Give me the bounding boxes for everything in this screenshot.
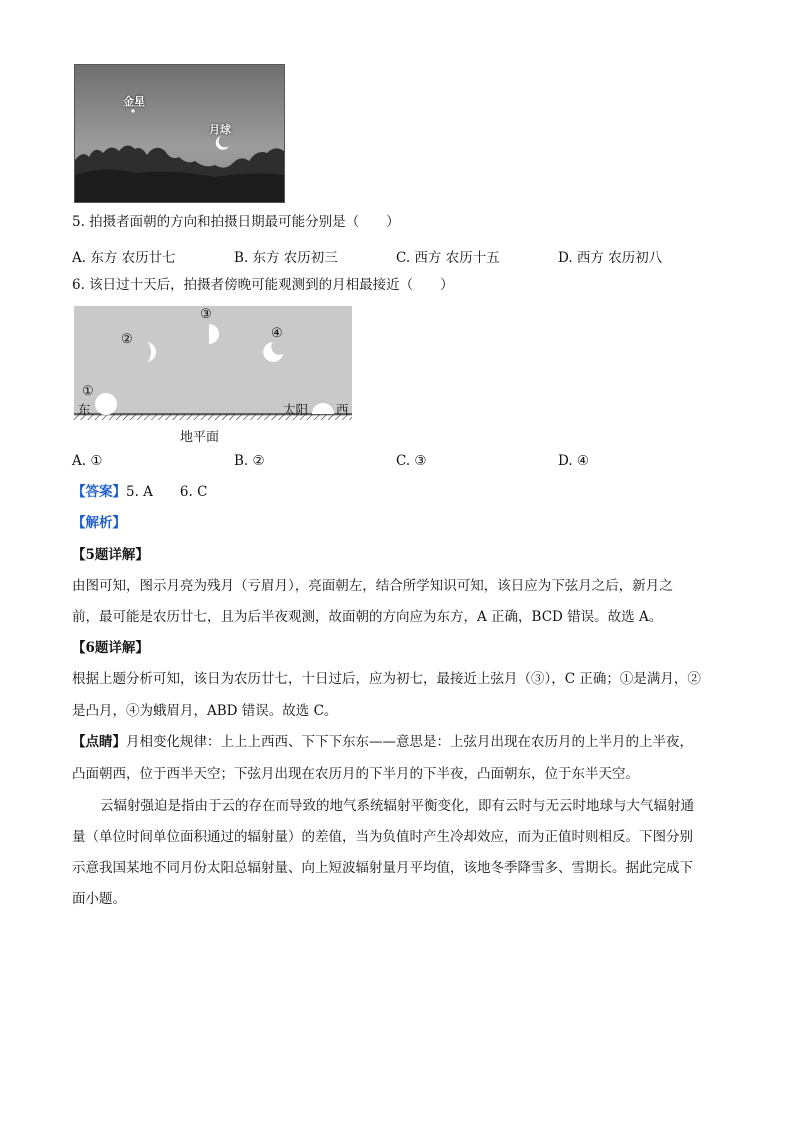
answer-line — [72, 482, 207, 502]
detail5-line-2: 前，最可能是农历廿七，且为后半夜观测，故面朝的方向应为东方，A 正确，BCD 错误。故选 A。 — [72, 609, 663, 625]
moon-label: 月球 — [209, 123, 231, 136]
tip-text-1: 月相变化规律：上上上西西、下下下东东——意思是：上弦月出现在农历月的上半月的上半夜， — [126, 734, 693, 750]
q5-option-c: C. 西方 农历十五 — [396, 250, 500, 266]
east-label: 东 — [78, 402, 91, 417]
tip-line-1 — [72, 732, 693, 752]
q5-stem: 5. 拍摄者面朝的方向和拍摄日期最可能分别是（ ） — [72, 214, 400, 230]
detail6-tag: 【6题详解】 — [72, 640, 149, 656]
venus-label: 金星 — [123, 95, 145, 108]
tip-tag: 【点睛】 — [72, 734, 126, 750]
ground-label: 地平面 — [180, 430, 220, 445]
answer-text: 5. A 6. C — [126, 484, 208, 500]
sun-label: 太阳 — [283, 402, 309, 417]
passage-line-3: 示意我国某地不同月份太阳总辐射量、向上短波辐射量月平均值，该地冬季降雪多、雪期长。据此完成下 — [72, 860, 693, 876]
moon-1-full — [95, 393, 117, 415]
passage-line-4: 面小题。 — [72, 891, 126, 907]
detail6-line-1: 根据上题分析可知，该日为农历廿七，十日过后，应为初七，最接近上弦月（③），C 正确；①是满月，② — [72, 671, 701, 687]
detail6-line-2: 是凸月，④为蛾眉月，ABD 错误。故选 C。 — [72, 703, 338, 719]
night-sky-photo — [74, 64, 285, 203]
answer-tag: 【答案】 — [72, 484, 126, 500]
q6-option-c: C. ③ — [396, 453, 427, 469]
detail5-tag: 【5题详解】 — [72, 547, 149, 563]
label-1: ① — [82, 384, 94, 399]
moon-phase-svg — [74, 306, 352, 424]
q5-option-d: D. 西方 农历初八 — [558, 250, 663, 266]
venus-dot — [131, 109, 134, 112]
q6-option-d: D. ④ — [558, 453, 590, 469]
q5-option-a: A. 东方 农历廿七 — [72, 250, 176, 266]
tip-line-2: 凸面朝西，位于西半天空；下弦月出现在农历月的下半月的下半夜，凸面朝东，位于东半天空。 — [72, 766, 639, 782]
west-label: 西 — [336, 402, 349, 417]
q6-stem: 6. 该日过十天后，拍摄者傍晚可能观测到的月相最接近（ ） — [72, 277, 454, 293]
passage-line-1: 云辐射强迫是指由于云的存在而导致的地气系统辐射平衡变化，即有云时与无云时地球与大气辐射通 — [100, 798, 694, 814]
q6-option-b: B. ② — [234, 453, 265, 469]
photo-scene — [75, 65, 284, 202]
q6-option-a: A. ① — [72, 453, 103, 469]
label-4: ④ — [271, 326, 283, 341]
analysis-tag: 【解析】 — [72, 515, 126, 531]
moon-phase-diagram — [74, 306, 352, 424]
label-3: ③ — [200, 307, 212, 322]
q5-option-b: B. 东方 农历初三 — [234, 250, 338, 266]
passage-line-2: 量（单位时间单位面积通过的辐射量）的差值，当为负值时产生冷却效应，而为正值时则相反。下图分别 — [72, 829, 693, 845]
label-2: ② — [121, 332, 133, 347]
detail5-line-1: 由图可知，图示月亮为残月（亏眉月），亮面朝左，结合所学知识可知，该日应为下弦月之后，新月之 — [72, 578, 673, 594]
